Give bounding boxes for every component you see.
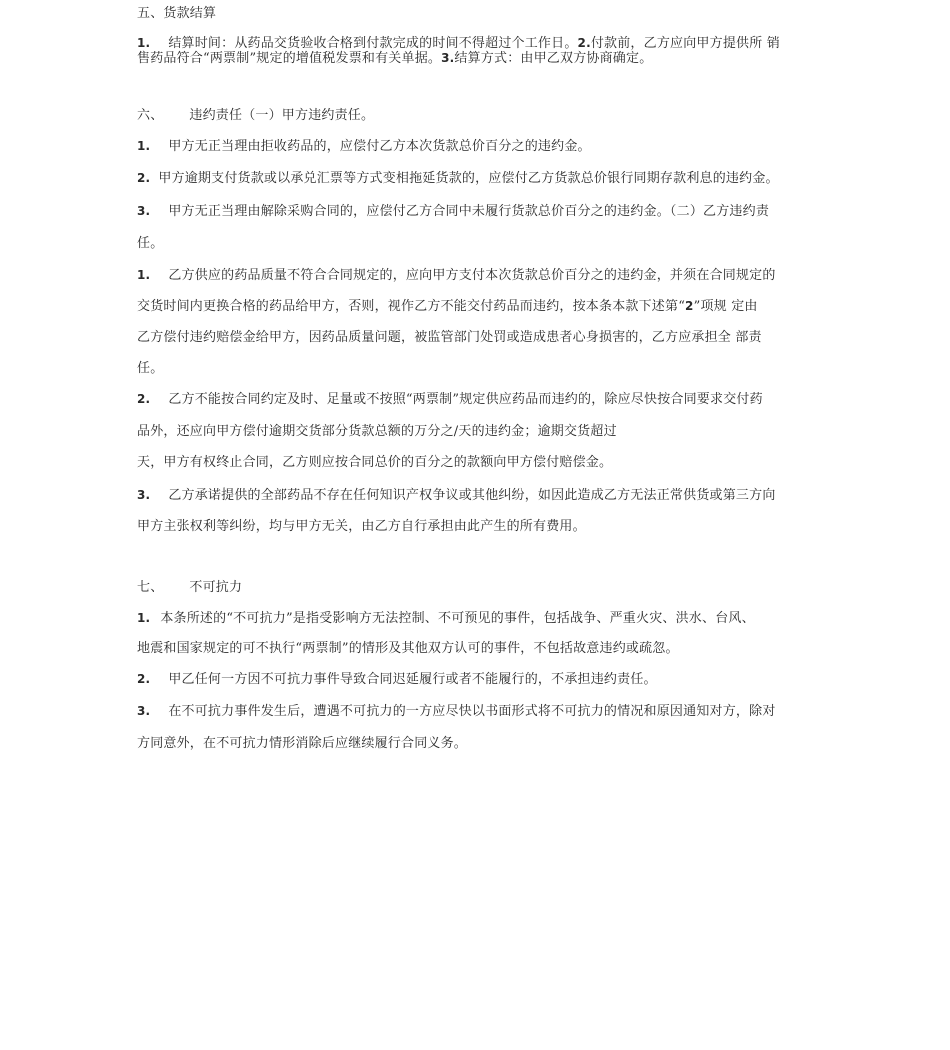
paragraph	[137, 200, 769, 219]
item-number: 3.	[137, 204, 151, 218]
item-number: 2.	[577, 36, 591, 50]
item-number: 2.	[137, 672, 151, 686]
paragraph-text: ”项规 定由	[693, 299, 758, 314]
paragraph-text: 甲乙任何一方因不可抗力事件导致合同迟延履行或者不能履行的，不承担违约责任。	[168, 672, 657, 687]
paragraph-text: 甲方逾期支付货款或以承兑汇票等方式变相拖延货款的，应偿付乙方货款总价银行同期存款利息的违约金。	[158, 171, 779, 186]
paragraph	[137, 388, 763, 407]
item-number: 1.	[137, 139, 151, 153]
section-title: 违约责任（一）甲方违约责任。	[189, 108, 375, 123]
paragraph-cont: 方同意外，在不可抗力情形消除后应继续履行合同义务。	[137, 736, 468, 751]
paragraph	[137, 607, 755, 626]
paragraph	[137, 700, 776, 719]
paragraph-cont	[137, 295, 758, 314]
section-number: 七、	[137, 580, 164, 595]
item-number: 2	[685, 299, 694, 313]
paragraph	[137, 484, 776, 503]
paragraph-cont: 天，甲方有权终止合同，乙方则应按合同总价的百分之的款额向甲方偿付赔偿金。	[137, 455, 613, 470]
sec5-text: 付款前，乙方应向甲方提供所 销	[590, 36, 780, 51]
item-number: 1.	[137, 611, 151, 625]
item-number: 2.	[137, 171, 151, 185]
paragraph-text: 本条所述的“不可抗力”是指受影响方无法控制、不可预见的事件，包括战争、严重火灾、洪水、台风、	[160, 611, 755, 626]
paragraph-cont: 乙方偿付违约赔偿金给甲方，因药品质量问题，被监管部门处罚或造成患者心身损害的，乙方应承担全 部责	[137, 330, 762, 345]
item-number: 3.	[137, 488, 151, 502]
paragraph-text: 在不可抗力事件发生后，遭遇不可抗力的一方应尽快以书面形式将不可抗力的情况和原因通知对方，除对	[168, 704, 776, 719]
section-5-line-2	[137, 47, 652, 66]
paragraph-text: 乙方供应的药品质量不符合合同规定的，应向甲方支付本次货款总价百分之的违约金，并须在合同规定的	[168, 268, 776, 283]
item-number: 3.	[137, 704, 151, 718]
sec5-text: 结算方式：由甲乙双方协商确定。	[454, 51, 653, 66]
paragraph-text: 乙方承诺提供的全部药品不存在任何知识产权争议或其他纠纷，如因此造成乙方无法正常供货或第三方向	[168, 488, 776, 503]
paragraph	[137, 167, 779, 186]
paragraph-cont: 任。	[137, 361, 164, 376]
section-number: 六、	[137, 108, 164, 123]
paragraph	[137, 264, 776, 283]
paragraph	[137, 135, 591, 154]
paragraph-cont: 品外，还应向甲方偿付逾期交货部分货款总额的万分之/天的违约金；逾期交货超过	[137, 424, 617, 439]
item-number: 1.	[137, 36, 151, 50]
section-5-heading: 五、货款结算	[137, 6, 217, 21]
item-number: 1.	[137, 268, 151, 282]
paragraph-text: 甲方无正当理由拒收药品的，应偿付乙方本次货款总价百分之的违约金。	[168, 139, 591, 154]
paragraph-cont: 地震和国家规定的可不执行“两票制”的情形及其他双方认可的事件，不包括故意违约或疏忽。	[137, 641, 679, 656]
paragraph-text: 乙方不能按合同约定及时、足量或不按照“两票制”规定供应药品而违约的，除应尽快按合同要求交付药	[168, 392, 763, 407]
sec5-text: 售药品符合“两票制”规定的增值税发票和有关单据。	[137, 51, 442, 66]
section-7-heading	[137, 576, 242, 595]
item-number: 2.	[137, 392, 151, 406]
paragraph	[137, 668, 657, 687]
paragraph-cont: 任。	[137, 236, 164, 251]
item-number: 3.	[441, 51, 455, 65]
paragraph-text: 甲方无正当理由解除采购合同的，应偿付乙方合同中未履行货款总价百分之的违约金。（二）乙方违约责	[168, 204, 770, 219]
section-6-heading	[137, 104, 374, 123]
sec5-text: 结算时间：从药品交货验收合格到付款完成的时间不得超过个工作日。	[168, 36, 578, 51]
section-title: 不可抗力	[189, 580, 243, 595]
paragraph-cont: 甲方主张权利等纠纷，均与甲方无关，由乙方自行承担由此产生的所有费用。	[137, 519, 586, 534]
paragraph-text: 交货时间内更换合格的药品给甲方，否则，视作乙方不能交付药品而违约，按本条本款下述第“	[137, 299, 686, 314]
